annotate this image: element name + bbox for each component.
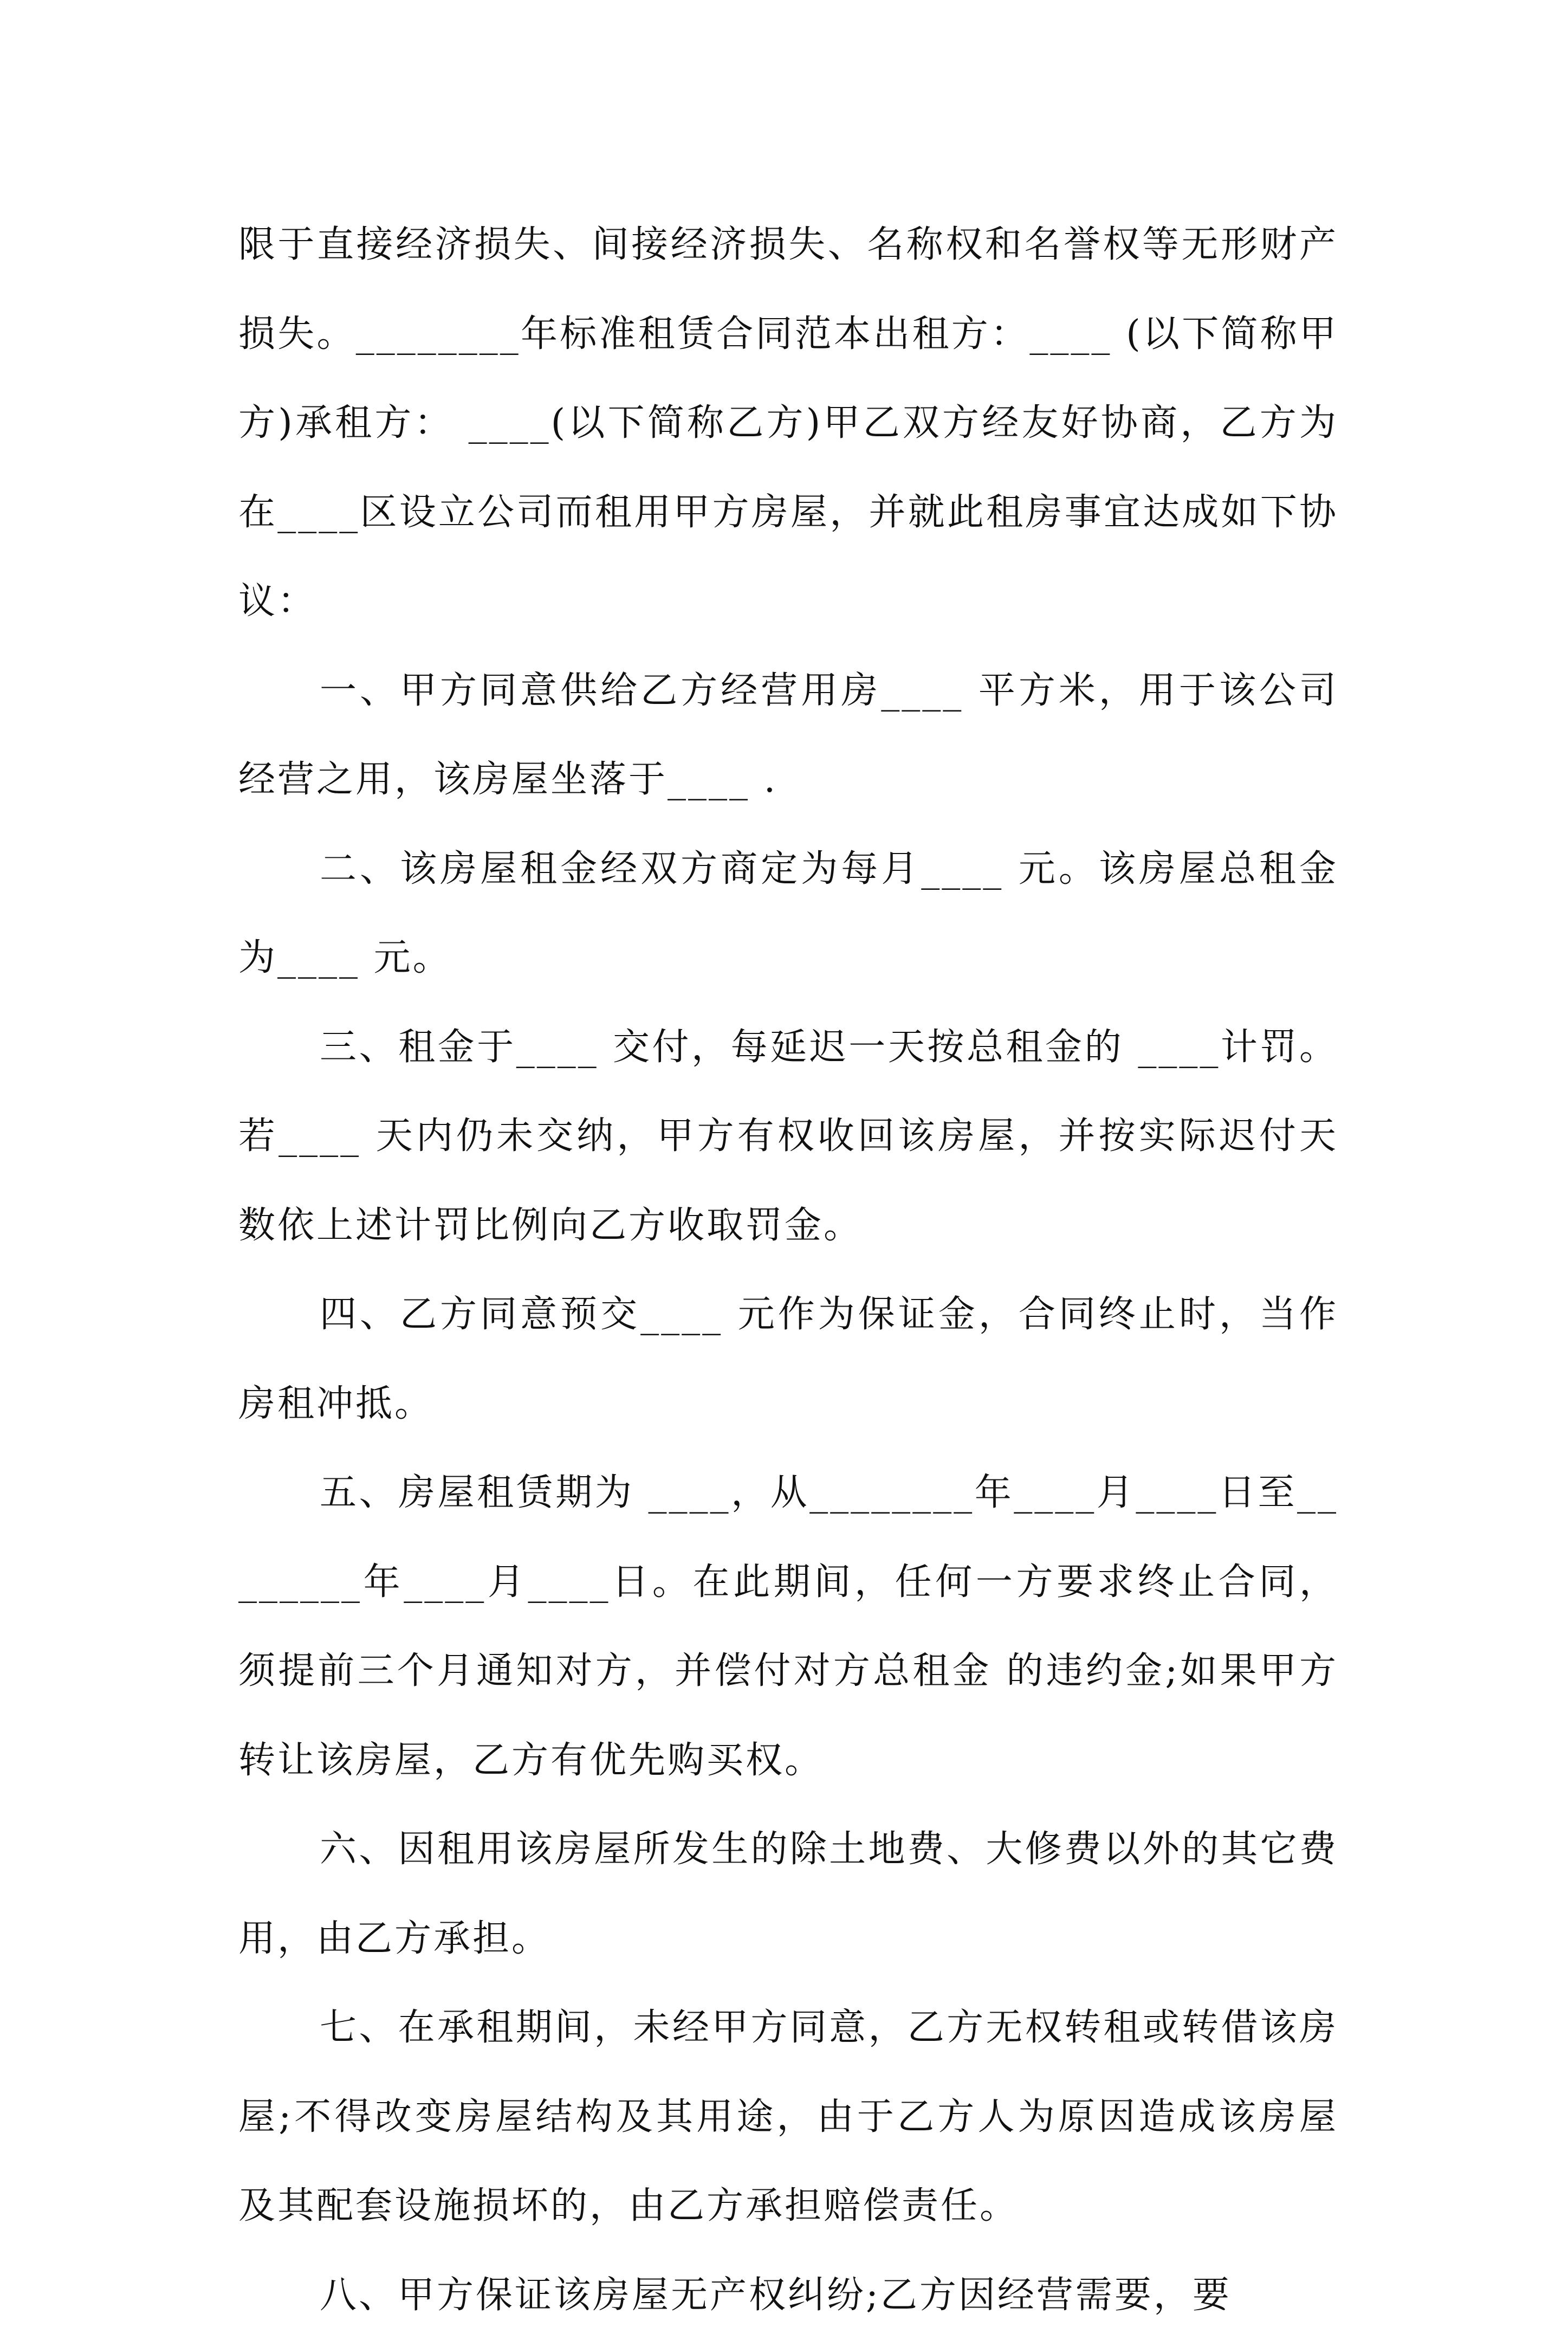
paragraph-intro: 限于直接经济损失、间接经济损失、名称权和名誉权等无形财产损失。________年标准租赁合同范本出租方：____ (以下简称甲方)承租方： ____(以下简称乙方)甲乙双方经友好协商，乙方为在____区设立公司而租用甲方房屋，并就此租房事宜达成如下协议： — [238, 201, 1338, 647]
clause-1: 一、甲方同意供给乙方经营用房____ 平方米，用于该公司经营之用，该房屋坐落于____ . — [238, 647, 1338, 825]
document-body — [238, 201, 1338, 2340]
clause-6: 六、因租用该房屋所发生的除土地费、大修费以外的其它费用，由乙方承担。 — [238, 1805, 1338, 1983]
clause-7: 七、在承租期间，未经甲方同意，乙方无权转租或转借该房屋;不得改变房屋结构及其用途，由于乙方人为原因造成该房屋及其配套设施损坏的，由乙方承担赔偿责任。 — [238, 1983, 1338, 2251]
clause-4: 四、乙方同意预交____ 元作为保证金，合同终止时，当作房租冲抵。 — [238, 1270, 1338, 1449]
clause-2: 二、该房屋租金经双方商定为每月____ 元。该房屋总租金为____ 元。 — [238, 825, 1338, 1003]
clause-3: 三、租金于____ 交付，每延迟一天按总租金的 ____计罚。若____ 天内仍未交纳，甲方有权收回该房屋，并按实际迟付天数依上述计罚比例向乙方收取罚金。 — [238, 1003, 1338, 1271]
clause-8: 八、甲方保证该房屋无产权纠纷;乙方因经营需要，要 — [238, 2251, 1338, 2340]
clause-5: 五、房屋租赁期为 ____，从________年____月____日至________年____月____日。在此期间，任何一方要求终止合同，须提前三个月通知对方，并偿付对方总租金 的违约金;如果甲方转让该房屋，乙方有优先购买权。 — [238, 1449, 1338, 1805]
